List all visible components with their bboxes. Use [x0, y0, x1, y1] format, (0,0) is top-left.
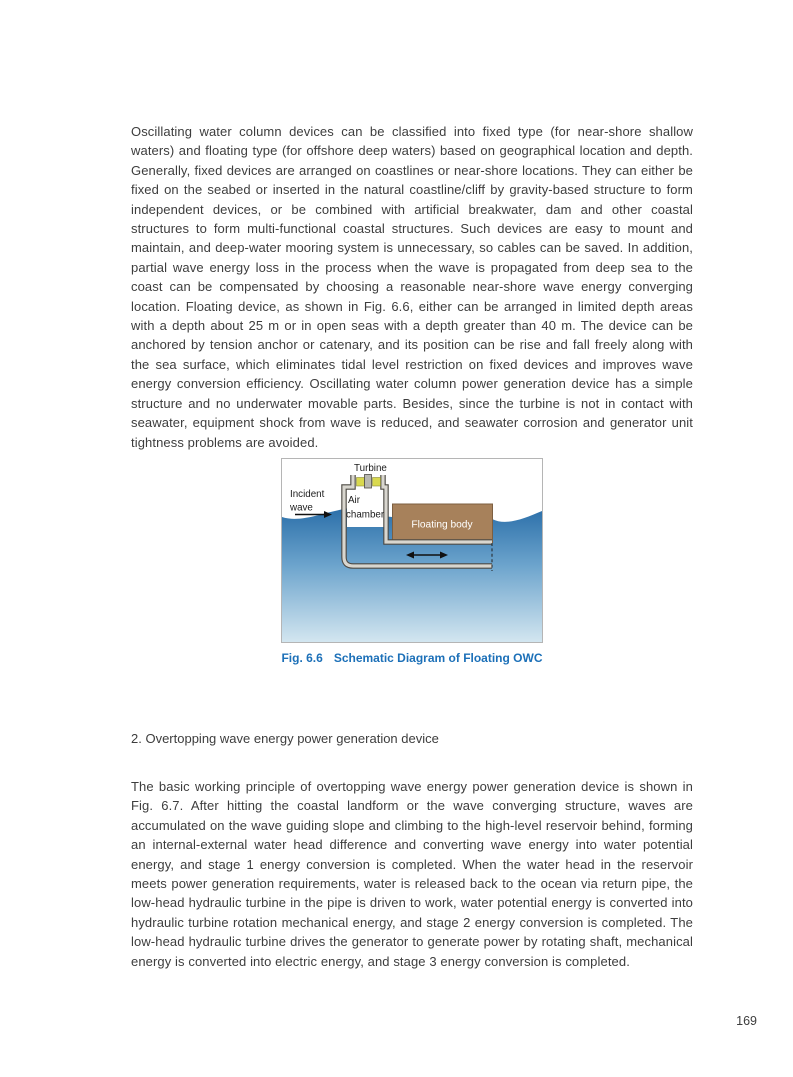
air-chamber-label-line1: Air [348, 495, 360, 506]
turbine-icon [357, 475, 381, 489]
figure-6-6 [281, 458, 543, 643]
figure-caption-title: Schematic Diagram of Floating OWC [333, 651, 543, 665]
body-text-paragraph-2: The basic working principle of overtopping wave energy power generation device is shown in Fig. 6.7. After hitting the coastal landform or the wave converging structure, waves are accumulated on the wave guiding slope and climbing to the high-level reservoir behind, forming an internal-external water head difference and converting wave energy into water potential energy, and stage 1 energy conversion is completed. When the water head in the reservoir meets power generation requirements, water is released back to the ocean via return pipe, the low-head hydraulic turbine in the pipe is driven to work, water potential energy is converted into hydraulic turbine rotation mechanical energy, and stage 2 energy conversion is completed. The low-head hydraulic turbine drives the generator to generate power by rotating shaft, mechanical energy is converted into electric energy, and stage 3 energy conversion is completed. [131, 779, 693, 969]
page-number: 169 [736, 1014, 757, 1028]
air-chamber-air-pocket [347, 487, 384, 527]
figure-caption-label: Fig. 6.6 [281, 651, 323, 665]
incident-wave-label-line2: wave [290, 502, 313, 514]
body-text-paragraph-1: Oscillating water column devices can be classified into fixed type (for near-shore shallow waters) and floating type (for offshore deep waters) based on geographical location and depth. Generally, fixed devices are arranged on coastlines or near-shore locations. They can either be fixed on the seabed or inserted in the natural coastline/cliff by gravity-based structure to form independent devices, or be combined with artificial breakwater, dam and other coastal structures to form multi-functional coastal structures. Such devices are easy to mount and maintain, and deep-water mooring system is unnecessary, so cables can be saved. In addition, partial wave energy loss in the process when the wave is propagated from deep sea to the coast can be compensated by choosing a reasonable near-shore wave energy converging location. Floating device, as shown in Fig. 6.6, either can be arranged in limited depth areas with a depth about 25 m or in open seas with a depth greater than 40 m. The device can be anchored by tension anchor or catenary, and its position can be rise and fall freely along with the sea surface, which eliminates tidal level restriction on fixed devices and improves wave energy conversion efficiency. Oscillating water column power generation device has a simple structure and no underwater movable parts. Besides, since the turbine is not in contact with seawater, equipment shock from wave is reduced, and seawater corrosion and generator unit tightness problems are avoided. [131, 124, 693, 450]
section-heading: 2. Overtopping wave energy power generation device [131, 731, 439, 746]
turbine-label: Turbine [354, 463, 387, 474]
incident-wave-label-line1: Incident [290, 489, 325, 500]
floating-body-label: Floating body [411, 519, 473, 531]
figure-caption [281, 651, 543, 665]
air-chamber-label-line2: chamber [346, 509, 385, 521]
owc-schematic-diagram [282, 459, 542, 642]
